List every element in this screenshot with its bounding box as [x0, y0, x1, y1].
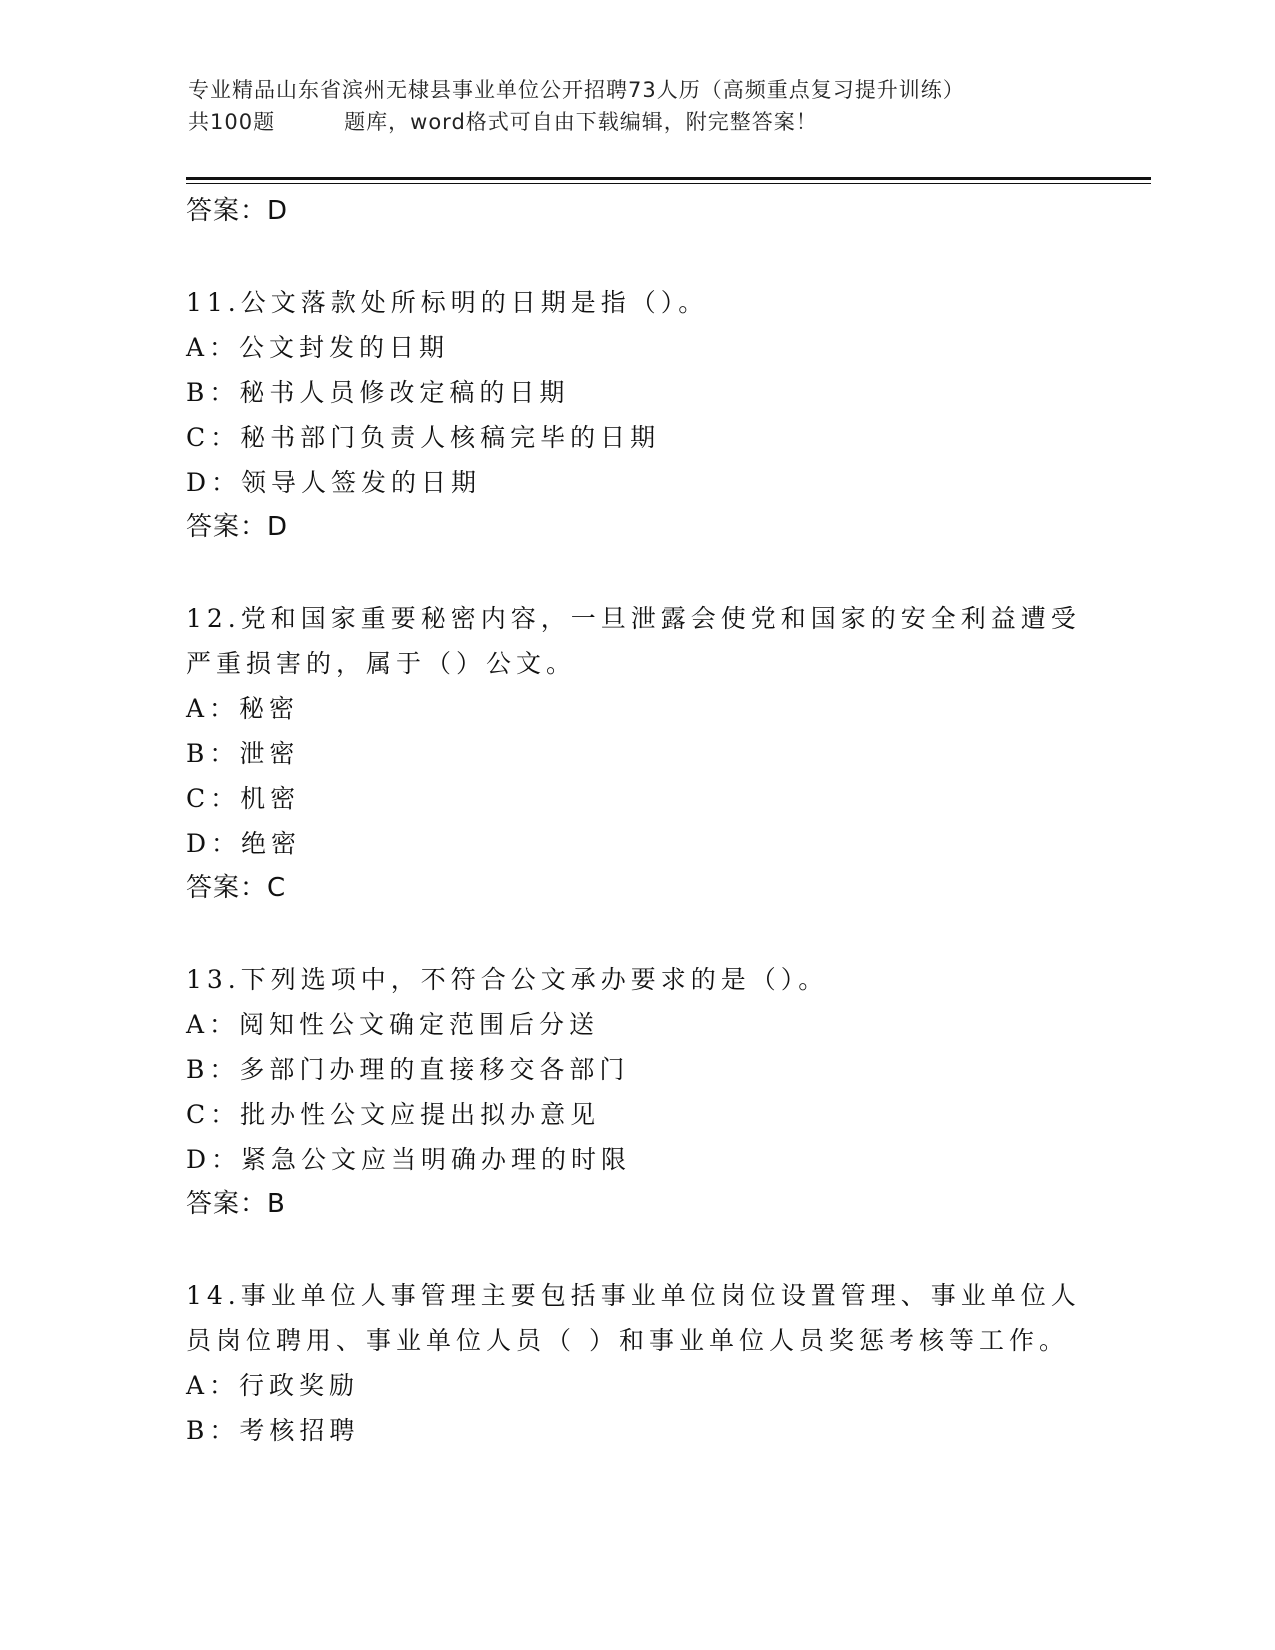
option-b: B：多部门办理的直接移交各部门	[186, 1055, 630, 1084]
header-divider-thin	[186, 183, 1151, 184]
option-c: C：批办性公文应提出拟办意见	[186, 1100, 601, 1129]
option-b: B：泄密	[186, 739, 300, 768]
question-item	[186, 1273, 1106, 1453]
question-item	[186, 280, 1106, 550]
question-item	[186, 596, 1106, 911]
option-c: C：机密	[186, 784, 301, 813]
option-d: D：领导人签发的日期	[186, 468, 482, 497]
option-a: A：公文封发的日期	[186, 333, 450, 362]
question-text: 12.党和国家重要秘密内容，一旦泄露会使党和国家的安全利益遭受严重损害的，属于（）公文。	[186, 604, 1081, 678]
answer-line: 答案：B	[186, 1189, 286, 1219]
option-d: D：绝密	[186, 829, 302, 858]
question-text: 13.下列选项中，不符合公文承办要求的是（）。	[186, 965, 829, 994]
answer-line: 答案：C	[186, 873, 287, 903]
option-b: B：考核招聘	[186, 1416, 360, 1445]
header-title-line1: 专业精品山东省滨州无棣县事业单位公开招聘73人历（高频重点复习提升训练）	[188, 78, 965, 102]
question-text: 11.公文落款处所标明的日期是指（）。	[186, 288, 709, 317]
question-item	[186, 957, 1106, 1227]
option-d: D：紧急公文应当明确办理的时限	[186, 1145, 632, 1174]
question-list	[186, 189, 1106, 1453]
option-a: A：阅知性公文确定范围后分送	[186, 1010, 600, 1039]
option-a: A：秘密	[186, 694, 300, 723]
option-a: A：行政奖励	[186, 1371, 360, 1400]
header-divider-thick	[186, 177, 1151, 180]
option-b: B：秘书人员修改定稿的日期	[186, 378, 570, 407]
answer-line: 答案：D	[186, 512, 289, 542]
option-c: C：秘书部门负责人核稿完毕的日期	[186, 423, 661, 452]
header-title-line2: 共100题 题库，word格式可自由下载编辑，附完整答案！	[188, 110, 818, 134]
answer-line: 答案：D	[186, 196, 289, 226]
question-text: 14.事业单位人事管理主要包括事业单位岗位设置管理、事业单位人员岗位聘用、事业单位人员（ ）和事业单位人员奖惩考核等工作。	[186, 1281, 1081, 1355]
page-header	[188, 74, 1088, 138]
